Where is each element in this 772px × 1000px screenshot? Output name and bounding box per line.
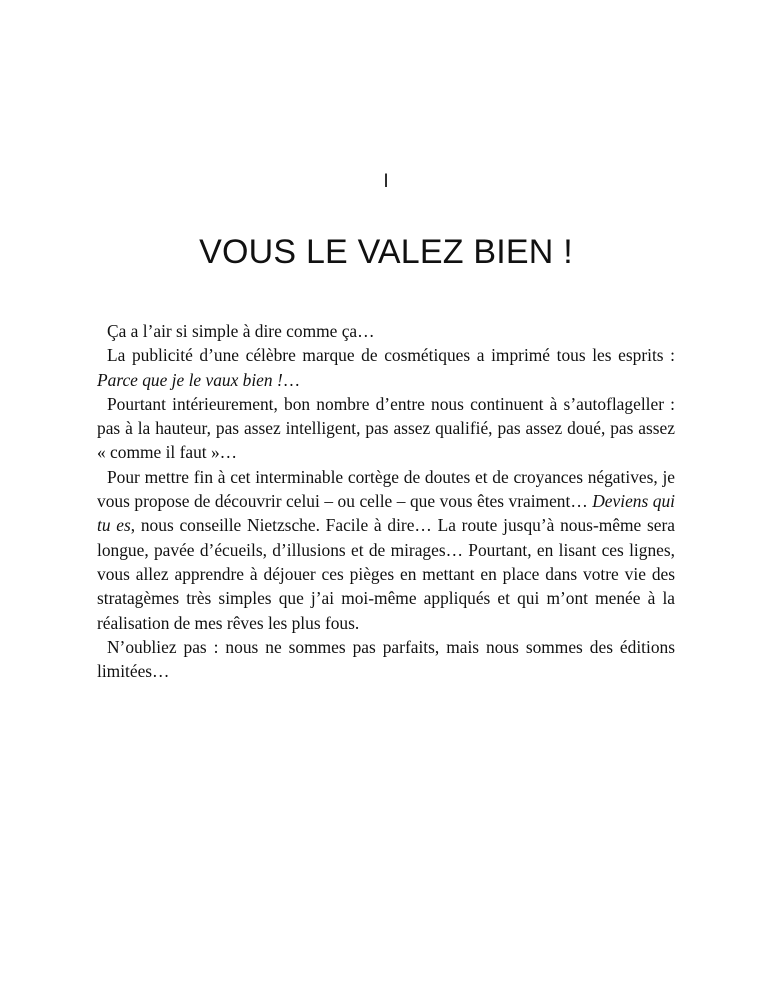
chapter-title: VOUS LE VALEZ BIEN ! (199, 233, 573, 271)
paragraph-4 (97, 465, 675, 635)
paragraph-2-quote: Parce que je le vaux bien ! (97, 369, 283, 390)
paragraph-1: Ça a l’air si simple à dire comme ça… (107, 321, 375, 341)
chapter-number: I (383, 171, 389, 192)
paragraph-4-text-end: , nous conseille Nietzsche. Facile à dire… La route jusqu’à nous-même sera longue, pavée d’écueils, d’illusions et de mirages… Pourtant, en lisant ces lignes, vous allez apprendre à déjouer ces pièges en mettant en place dans votre vie des stratagèmes très simples que j’ai moi-même appliqués et qui m’ont menée à la réalisation de mes rêves les plus fous. (97, 515, 675, 633)
paragraph-4-quote: Deviens qui tu es (97, 491, 675, 536)
paragraph-2-text: La publicité d’une célèbre marque de cosmétiques a imprimé tous les esprits : (107, 345, 675, 366)
paragraph-2 (97, 343, 675, 392)
paragraph-4-text-start: Pour mettre fin à cet interminable cortège de doutes et de croyances négatives, je vous propose de découvrir celui – ou celle – que vous êtes vraiment… (97, 466, 675, 512)
chapter-body (97, 319, 675, 683)
paragraph-2-ellipsis: … (282, 369, 301, 390)
paragraph-5: N’oubliez pas : nous ne sommes pas parfaits, mais nous sommes des éditions limitées… (97, 636, 675, 682)
paragraph-3: Pourtant intérieurement, bon nombre d’entre nous continuent à s’autoflageller : pas à la hauteur, pas assez intelligent, pas assez qualifié, pas assez doué, pas assez « comme il faut »… (97, 393, 675, 463)
